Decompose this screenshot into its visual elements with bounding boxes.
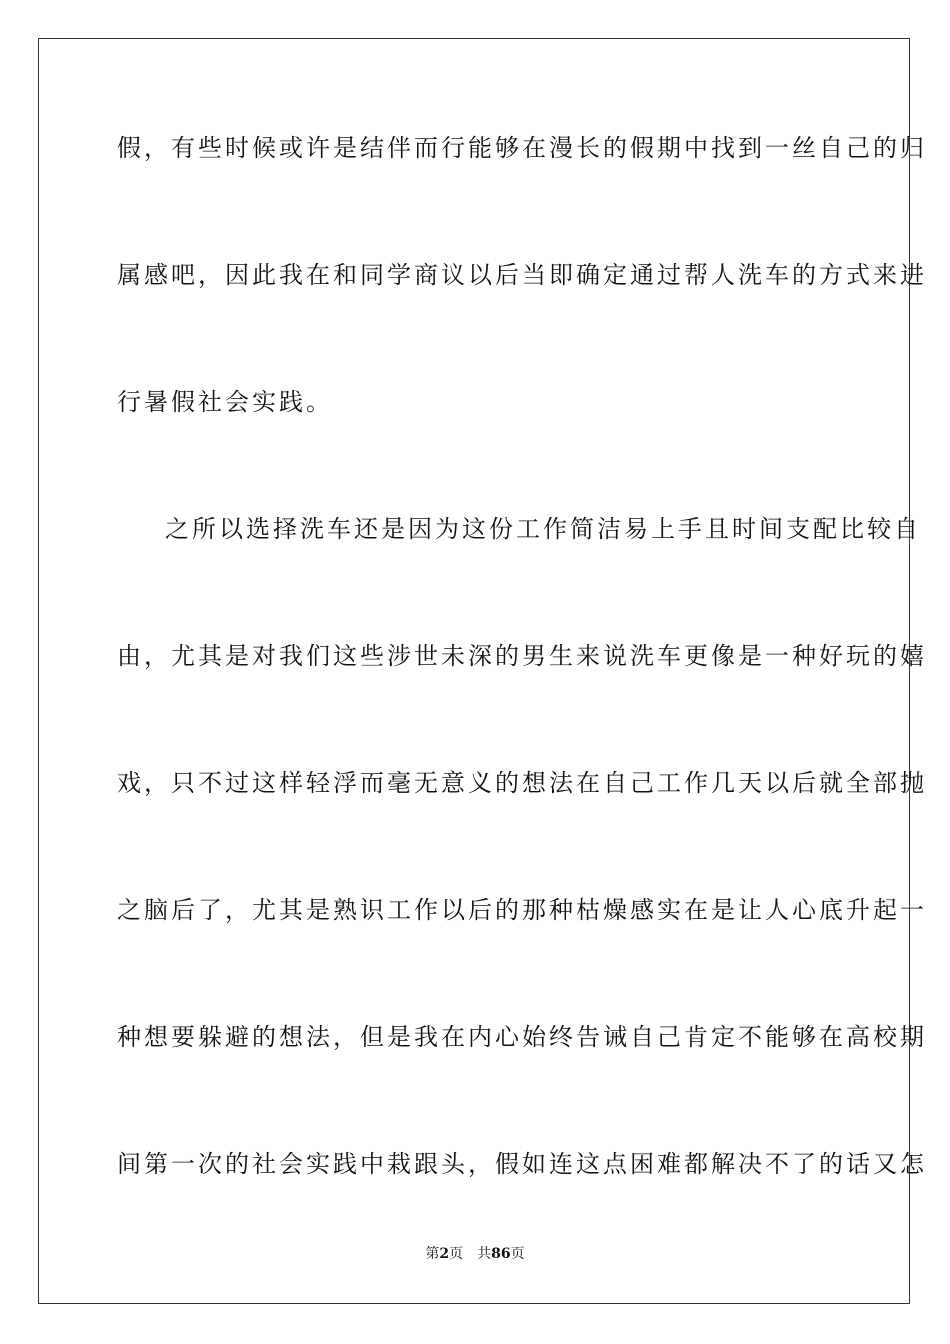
total-suffix: 页 xyxy=(510,1246,525,1262)
text-line-9: 间第一次的社会实践中栽跟头，假如连这点困难都解决不了的话又怎 xyxy=(117,1150,927,1178)
text-line-3: 行暑假社会实践。 xyxy=(117,388,333,416)
page-footer xyxy=(0,1244,950,1264)
text-line-5: 由，尤其是对我们这些涉世未深的男生来说洗车更像是一种好玩的嬉 xyxy=(117,642,927,670)
total-prefix: 共 xyxy=(477,1246,492,1262)
page-suffix: 页 xyxy=(449,1246,464,1262)
text-line-1: 假，有些时候或许是结伴而行能够在漫长的假期中找到一丝自己的归 xyxy=(117,134,927,162)
page-prefix: 第 xyxy=(425,1246,440,1262)
text-line-7: 之脑后了，尤其是熟识工作以后的那种枯燥感实在是让人心底升起一 xyxy=(117,896,927,924)
text-line-2: 属感吧，因此我在和同学商议以后当即确定通过帮人洗车的方式来进 xyxy=(117,261,927,289)
text-line-6: 戏，只不过这样轻浮而毫无意义的想法在自己工作几天以后就全部抛 xyxy=(117,769,927,797)
text-line-8: 种想要躲避的想法，但是我在内心始终告诫自己肯定不能够在高校期 xyxy=(117,1023,927,1051)
text-line-4: 之所以选择洗车还是因为这份工作简洁易上手且时间支配比较自 xyxy=(165,515,921,543)
total-pages: 86 xyxy=(491,1246,511,1262)
page-number: 2 xyxy=(439,1246,450,1262)
